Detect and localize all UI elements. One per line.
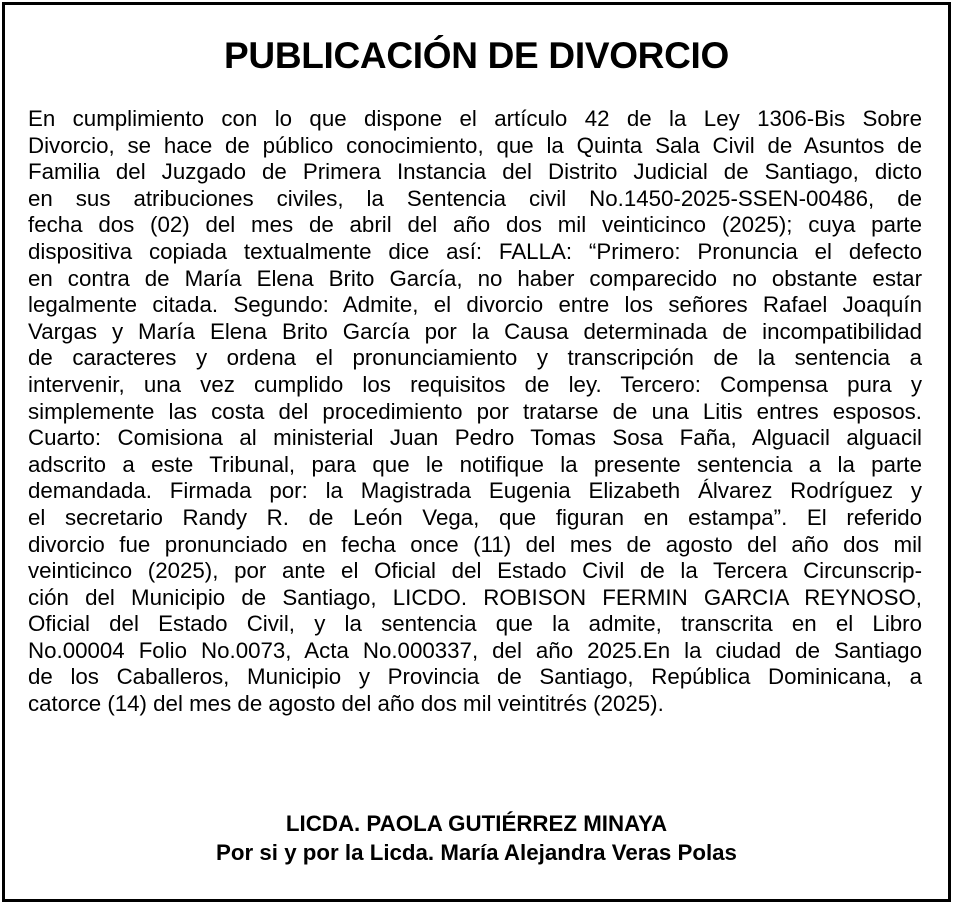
body-line: Oficial del Estado Civil, y la sentencia que la admite, transcrita en el Libro <box>28 611 922 637</box>
body-line: No.00004 Folio No.0073, Acta No.000337, del año 2025.En la ciudad de Santiago <box>28 637 922 663</box>
body-line: Familia del Juzgado de Primera Instancia del Distrito Judicial de Santiago, dicto <box>28 159 922 185</box>
body-line: simplemente las costa del procedimiento por tratarse de una Litis entres esposos. <box>28 398 922 424</box>
body-line: dispositiva copiada textualmente dice así: FALLA: “Primero: Pronuncia el defecto <box>28 238 922 264</box>
body-line: de caracteres y ordena el pronunciamiento y transcripción de la sentencia a <box>28 345 922 371</box>
notice-frame <box>2 2 951 902</box>
body-line: demandada. Firmada por: la Magistrada Eugenia Elizabeth Álvarez Rodríguez y <box>28 478 922 504</box>
body-line: En cumplimiento con lo que dispone el artículo 42 de la Ley 1306-Bis Sobre <box>28 106 922 131</box>
body-line: el secretario Randy R. de León Vega, que figuran en estampa”. El referido <box>28 504 922 530</box>
body-line: ción del Municipio de Santiago, LICDO. ROBISON FERMIN GARCIA REYNOSO, <box>28 584 922 610</box>
signature-block <box>5 809 948 867</box>
body-line: Divorcio, se hace de público conocimiento, que la Quinta Sala Civil de Asuntos de <box>28 132 922 158</box>
body-line: divorcio fue pronunciado en fecha once (11) del mes de agosto del año dos mil <box>28 531 922 557</box>
body-line: veinticinco (2025), por ante el Oficial del Estado Civil de la Tercera Circunscrip- <box>28 558 922 584</box>
body-line: adscrito a este Tribunal, para que le notifique la presente sentencia a la parte <box>28 451 922 477</box>
body-line: Vargas y María Elena Brito García por la Causa determinada de incompatibilidad <box>28 318 922 344</box>
body-line: Cuarto: Comisiona al ministerial Juan Pedro Tomas Sosa Faña, Alguacil alguacil <box>28 425 922 451</box>
body-line: en contra de María Elena Brito García, no haber comparecido no obstante estar <box>28 265 922 291</box>
body-line: catorce (14) del mes de agosto del año dos mil veintitrés (2025). <box>28 691 664 717</box>
body-line: intervenir, una vez cumplido los requisitos de ley. Tercero: Compensa pura y <box>28 371 922 397</box>
notice-body <box>28 106 922 718</box>
body-line: de los Caballeros, Municipio y Provincia de Santiago, República Dominicana, a <box>28 664 922 690</box>
body-line: legalmente citada. Segundo: Admite, el divorcio entre los señores Rafael Joaquín <box>28 292 922 318</box>
signature-on-behalf: Por si y por la Licda. María Alejandra Veras Polas <box>216 840 737 865</box>
signature-name: LICDA. PAOLA GUTIÉRREZ MINAYA <box>285 811 668 836</box>
body-line: en sus atribuciones civiles, la Sentencia civil No.1450-2025-SSEN-00486, de <box>28 185 922 211</box>
body-line: fecha dos (02) del mes de abril del año dos mil veinticinco (2025); cuya parte <box>28 212 922 238</box>
notice-title: PUBLICACIÓN DE DIVORCIO <box>224 35 729 76</box>
